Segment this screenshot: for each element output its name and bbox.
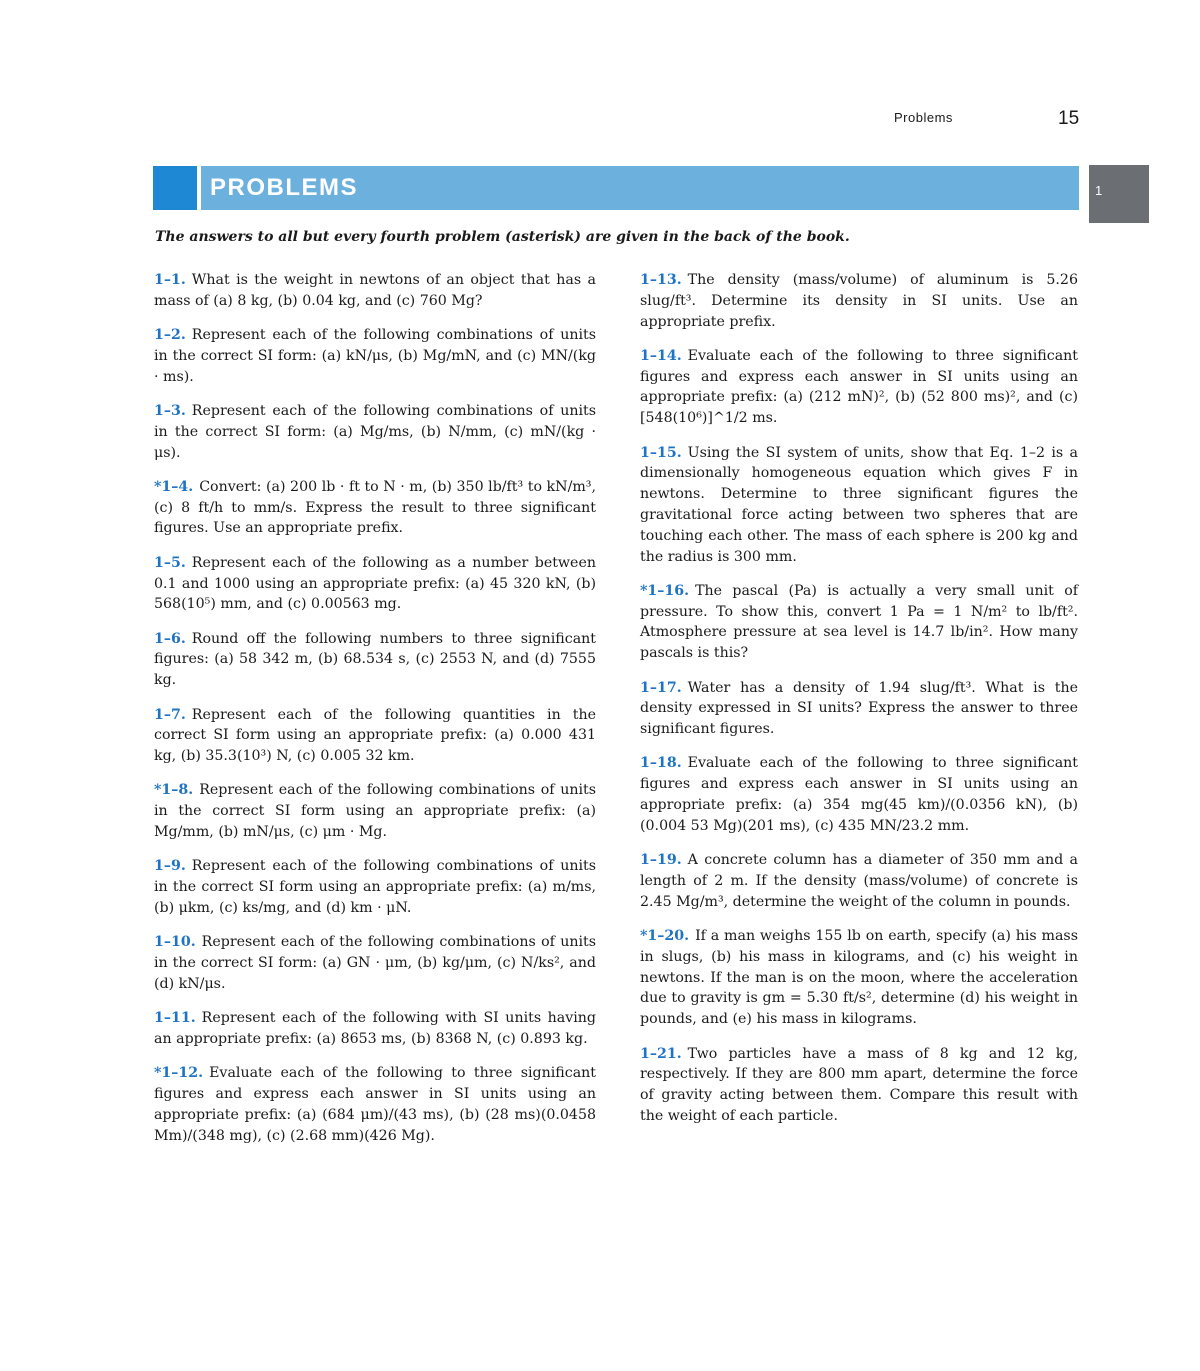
problem-number: 1–16. — [647, 582, 690, 599]
problem-text: Round off the following numbers to three significant figures: (a) 58 342 m, (b) 68.534 s, (c) 2553 N, and (d) 7555 kg. — [154, 630, 596, 689]
problem-item — [640, 753, 1078, 836]
problem-text: Represent each of the following combinations of units in the correct SI form: (a) Mg/ms, (b) N/mm, (c) mN/(kg · μs). — [154, 402, 596, 461]
problem-number: 1–3. — [154, 402, 186, 419]
problem-number: 1–8. — [161, 782, 194, 799]
problem-number: 1–17. — [640, 679, 682, 696]
section-title: PROBLEMS — [210, 174, 359, 201]
problem-number: 1–18. — [640, 755, 682, 772]
problem-text: The pascal (Pa) is actually a very small unit of pressure. To show this, convert 1 Pa = 1 N/m² to lb/ft². Atmosphere pressure at sea level is 14.7 lb/in². How many pascals is this? — [640, 582, 1078, 662]
problem-item — [640, 270, 1078, 332]
problem-number: 1–9. — [154, 858, 186, 875]
problem-number: 1–11. — [154, 1010, 196, 1027]
problem-item — [154, 1063, 596, 1146]
problem-text: Evaluate each of the following to three significant figures and express each answer in SI units using an appropriate prefix: (a) 354 mg(45 km)/(0.0356 kN), (b) (0.004 53 Mg)(201 ms), (c) 435 MN/23.2 mm. — [640, 755, 1078, 834]
problem-item — [640, 581, 1078, 664]
problem-text: Represent each of the following quantities in the correct SI form using an appropriate prefix: (a) 0.000 431 kg, (b) 35.3(10³) N, (c) 0.005 32 km. — [154, 706, 596, 765]
running-head-title: Problems — [894, 110, 953, 125]
chapter-tab-number: 1 — [1095, 183, 1103, 198]
problem-text: A concrete column has a diameter of 350 mm and a length of 2 m. If the density (mass/volume) of concrete is 2.45 Mg/m³, determine the weight of the column in pounds. — [640, 852, 1078, 910]
problems-column-right — [640, 270, 1078, 1140]
problem-number: 1–2. — [154, 327, 186, 344]
problem-item — [154, 401, 596, 463]
problem-text: Represent each of the following combinations of units in the correct SI form using an appropriate prefix: (a) Mg/mm, (b) mN/μs, (c) μm · Mg. — [154, 782, 596, 841]
problem-number: 1–10. — [154, 934, 196, 951]
problem-item — [154, 325, 596, 387]
page-number: 15 — [1058, 108, 1080, 129]
problem-item — [640, 926, 1078, 1030]
problem-text: If a man weighs 155 lb on earth, specify (a) his mass in slugs, (b) his mass in kilograms, and (c) his weight in newtons. If the man is on the moon, where the acceleration due to gravity is gm = 5.30 ft/s², determine (d) his weight in pounds, and (e) his mass in kilograms. — [640, 928, 1078, 1028]
problem-item — [154, 856, 596, 918]
problem-number: 1–4. — [161, 478, 194, 495]
asterisk-mark: * — [640, 928, 648, 945]
problem-text: Using the SI system of units, show that Eq. 1–2 is a dimensionally homogeneous equation which gives F in newtons. Determine to three significant figures the gravitational force acting between two spheres that are touching each other. The mass of each sphere is 200 kg and the radius is 300 mm. — [640, 444, 1078, 565]
problem-text: Evaluate each of the following to three significant figures and express each answer in SI units using an appropriate prefix: (a) (212 mN)², (b) (52 800 ms)², and (c) [548(10⁶)]^1/2 ms. — [640, 347, 1078, 427]
problem-number: 1–14. — [640, 347, 682, 364]
problem-number: 1–13. — [640, 272, 682, 288]
problem-item — [154, 270, 596, 312]
problem-item — [154, 629, 596, 691]
problem-text: Represent each of the following combinations of units in the correct SI form: (a) GN · μm, (b) kg/μm, (c) N/ks², and (d) kN/μs. — [154, 934, 596, 992]
problem-number: 1–1. — [154, 272, 186, 288]
problem-item — [154, 1008, 596, 1050]
asterisk-mark: * — [154, 478, 162, 495]
problem-item — [154, 477, 596, 539]
problem-text: Water has a density of 1.94 slug/ft³. What is the density expressed in SI units? Express the answer to three significant figures. — [640, 679, 1078, 738]
problem-text: Convert: (a) 200 lb · ft to N · m, (b) 350 lb/ft³ to kN/m³, (c) 8 ft/h to mm/s. Express the result to three significant figures. Use an appropriate prefix. — [154, 478, 596, 537]
problem-text: Represent each of the following combinations of units in the correct SI form: (a) kN/μs, (b) Mg/mN, and (c) MN/(kg · ms). — [154, 327, 596, 385]
problem-text: Evaluate each of the following to three significant figures and express each answer in SI units using an appropriate prefix: (a) (684 μm)/(43 ms), (b) (28 ms)(0.0458 Mm)/(348 mg), (c) (2.68 mm)(426 Mg). — [154, 1065, 596, 1144]
asterisk-mark: * — [640, 582, 648, 599]
asterisk-mark: * — [154, 1065, 162, 1082]
problem-number: 1–15. — [640, 444, 682, 461]
problem-number: 1–12. — [161, 1065, 204, 1082]
problem-number: 1–20. — [647, 928, 690, 945]
problem-item — [154, 553, 596, 615]
problems-column-left — [154, 270, 596, 1160]
problem-item — [154, 705, 596, 767]
problem-text: Represent each of the following as a number between 0.1 and 1000 using an appropriate prefix: (a) 45 320 kN, (b) 568(10⁵) mm, and (c) 0.00563 mg. — [154, 554, 596, 613]
problem-item — [640, 346, 1078, 429]
problem-number: 1–5. — [154, 554, 186, 571]
problem-number: 1–21. — [640, 1045, 682, 1062]
problem-number: 1–6. — [154, 630, 186, 647]
asterisk-mark: * — [154, 782, 162, 799]
section-banner-accent — [153, 166, 197, 210]
problem-text: Two particles have a mass of 8 kg and 12 kg, respectively. If they are 800 mm apart, determine the force of gravity acting between them. Compare this result with the weight of each particle. — [640, 1045, 1078, 1124]
problem-item — [640, 1044, 1078, 1127]
chapter-tab — [1089, 165, 1149, 223]
problem-item — [640, 443, 1078, 568]
running-head — [0, 108, 1200, 130]
problem-text: Represent each of the following with SI units having an appropriate prefix: (a) 8653 ms, (b) 8368 N, (c) 0.893 kg. — [154, 1010, 596, 1047]
intro-note: The answers to all but every fourth problem (asterisk) are given in the back of the book. — [155, 229, 850, 245]
problem-item — [640, 850, 1078, 912]
problem-number: 1–7. — [154, 706, 186, 723]
problem-item — [640, 678, 1078, 740]
problem-text: What is the weight in newtons of an object that has a mass of (a) 8 kg, (b) 0.04 kg, and (c) 760 Mg? — [154, 272, 596, 309]
problem-item — [154, 932, 596, 994]
problem-text: The density (mass/volume) of aluminum is 5.26 slug/ft³. Determine its density in SI units. Use an appropriate prefix. — [640, 272, 1078, 330]
problem-item — [154, 780, 596, 842]
problem-text: Represent each of the following combinations of units in the correct SI form using an appropriate prefix: (a) m/ms, (b) μkm, (c) ks/mg, and (d) km · μN. — [154, 858, 596, 916]
problem-number: 1–19. — [640, 852, 682, 869]
